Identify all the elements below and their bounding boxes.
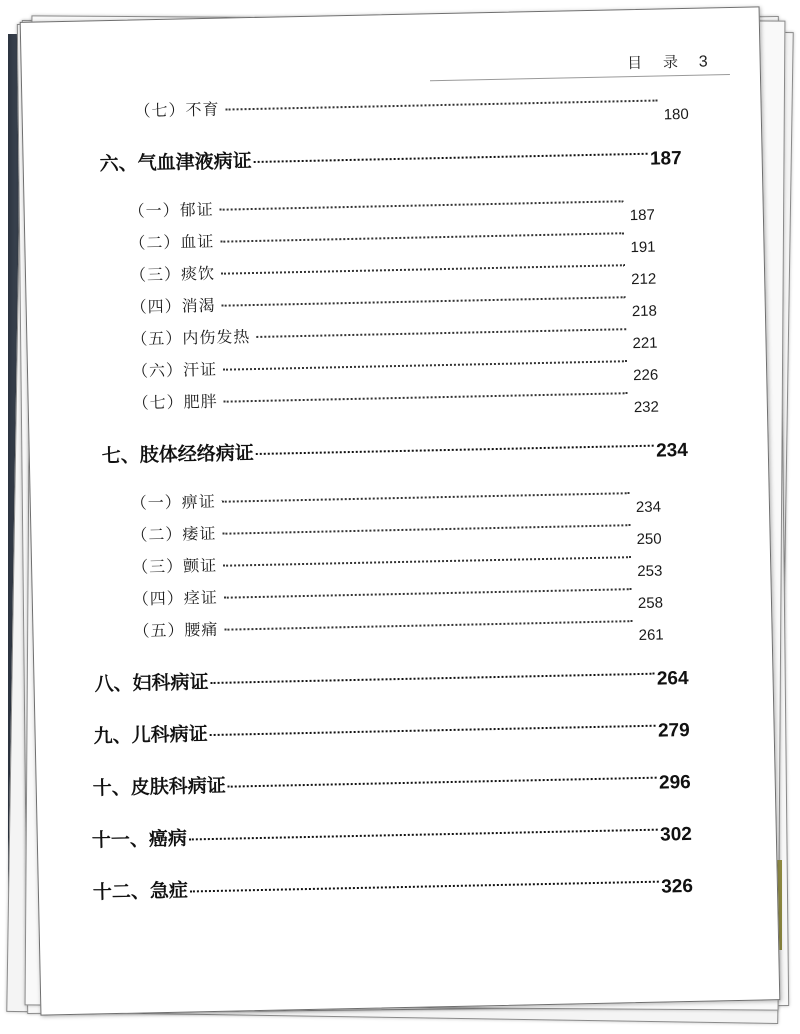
toc-entry-label: 八、妇科病证 <box>94 671 209 696</box>
dot-leader <box>222 524 630 535</box>
toc-entry-label: （七）肥胖 <box>132 391 218 413</box>
toc-section-entry <box>130 480 662 517</box>
toc-entry-page: 302 <box>659 823 693 846</box>
toc-entry-page: 234 <box>635 498 662 517</box>
toc-entry-page: 264 <box>656 667 689 690</box>
dot-leader <box>224 620 632 631</box>
dot-leader <box>210 725 656 736</box>
toc-entry-page: 296 <box>658 771 691 794</box>
toc-entry-label: （三）颤证 <box>131 555 218 577</box>
toc-entry-page: 180 <box>663 105 689 124</box>
dot-leader <box>189 829 658 841</box>
toc-chapter-entry <box>99 137 681 176</box>
toc-entry-label: 十一、癌病 <box>91 827 188 852</box>
toc-entry-label: （五）腰痛 <box>133 619 219 641</box>
toc-section-entry <box>131 512 662 549</box>
toc-entry-label: 十二、急症 <box>92 879 189 904</box>
dot-leader <box>224 588 632 599</box>
header-title: 目 录 <box>627 52 687 73</box>
toc-entry-page: 232 <box>633 398 660 417</box>
dot-leader <box>254 153 648 163</box>
dot-leader <box>222 296 626 306</box>
dot-leader <box>220 200 624 210</box>
dot-leader <box>220 232 624 242</box>
dot-leader <box>223 556 631 567</box>
toc-entry-label: 七、肢体经络病证 <box>101 442 255 468</box>
toc-entry-page: 191 <box>630 238 656 257</box>
toc-entry-page: 258 <box>637 594 664 613</box>
dot-leader <box>256 445 654 455</box>
toc-entry-page: 212 <box>630 270 657 289</box>
toc-entry-label: （二）血证 <box>129 231 215 253</box>
table-of-contents <box>21 7 780 1014</box>
toc-entry-label: （五）内伤发热 <box>131 327 251 349</box>
toc-entry-page: 253 <box>637 562 663 581</box>
toc-page <box>20 6 781 1015</box>
toc-entry-label: 九、儿科病证 <box>93 723 208 748</box>
toc-chapter-entry <box>101 429 687 468</box>
dot-leader <box>222 492 630 503</box>
toc-entry-page: 234 <box>655 439 689 462</box>
toc-section-entry <box>130 284 658 321</box>
toc-section-entry <box>132 576 664 613</box>
toc-entry-label: （一）郁证 <box>128 199 214 221</box>
toc-section-entry <box>129 252 657 289</box>
dot-leader <box>256 328 626 338</box>
dot-leader <box>228 777 657 788</box>
dot-leader <box>190 881 659 893</box>
toc-entry-label: （二）痿证 <box>131 523 217 545</box>
toc-entry-page: 221 <box>632 334 658 353</box>
toc-entry-label: （一）痹证 <box>130 491 216 513</box>
toc-entry-page: 187 <box>649 148 682 170</box>
toc-entry-page: 218 <box>631 302 658 321</box>
toc-chapter-entry <box>92 761 690 801</box>
toc-entry-page: 187 <box>629 206 656 225</box>
toc-section-entry <box>128 188 656 225</box>
header-page-number: 3 <box>698 53 708 71</box>
toc-section-entry <box>129 220 656 257</box>
toc-entry-label: （三）痰饮 <box>129 263 216 285</box>
toc-section-entry <box>133 608 664 645</box>
toc-chapter-entry <box>93 709 689 748</box>
toc-entry-page: 279 <box>657 719 690 742</box>
dot-leader <box>226 100 658 111</box>
toc-section-entry <box>131 316 658 353</box>
toc-entry-label: （七）不育 <box>134 99 220 121</box>
toc-entry-page: 326 <box>661 875 694 898</box>
dot-leader <box>211 673 655 684</box>
dot-leader <box>223 360 627 370</box>
toc-entry-label: （四）消渴 <box>130 295 216 317</box>
toc-entry-label: 十、皮肤科病证 <box>92 774 226 800</box>
dot-leader <box>224 392 628 402</box>
toc-section-entry <box>134 87 688 122</box>
toc-section-entry <box>131 544 663 581</box>
toc-entry-page: 250 <box>636 530 662 549</box>
toc-section-entry <box>132 380 660 417</box>
toc-entry-page: 261 <box>638 626 664 645</box>
toc-chapter-entry <box>93 865 693 905</box>
toc-chapter-entry <box>92 813 692 853</box>
toc-entry-page: 226 <box>633 366 659 385</box>
dot-leader <box>221 264 625 274</box>
toc-entry-label: （四）痉证 <box>132 587 218 609</box>
toc-chapter-entry <box>94 657 688 696</box>
toc-entry-label: （六）汗证 <box>131 359 218 381</box>
toc-entry-label: 六、气血津液病证 <box>99 150 252 176</box>
toc-section-entry <box>131 348 659 385</box>
